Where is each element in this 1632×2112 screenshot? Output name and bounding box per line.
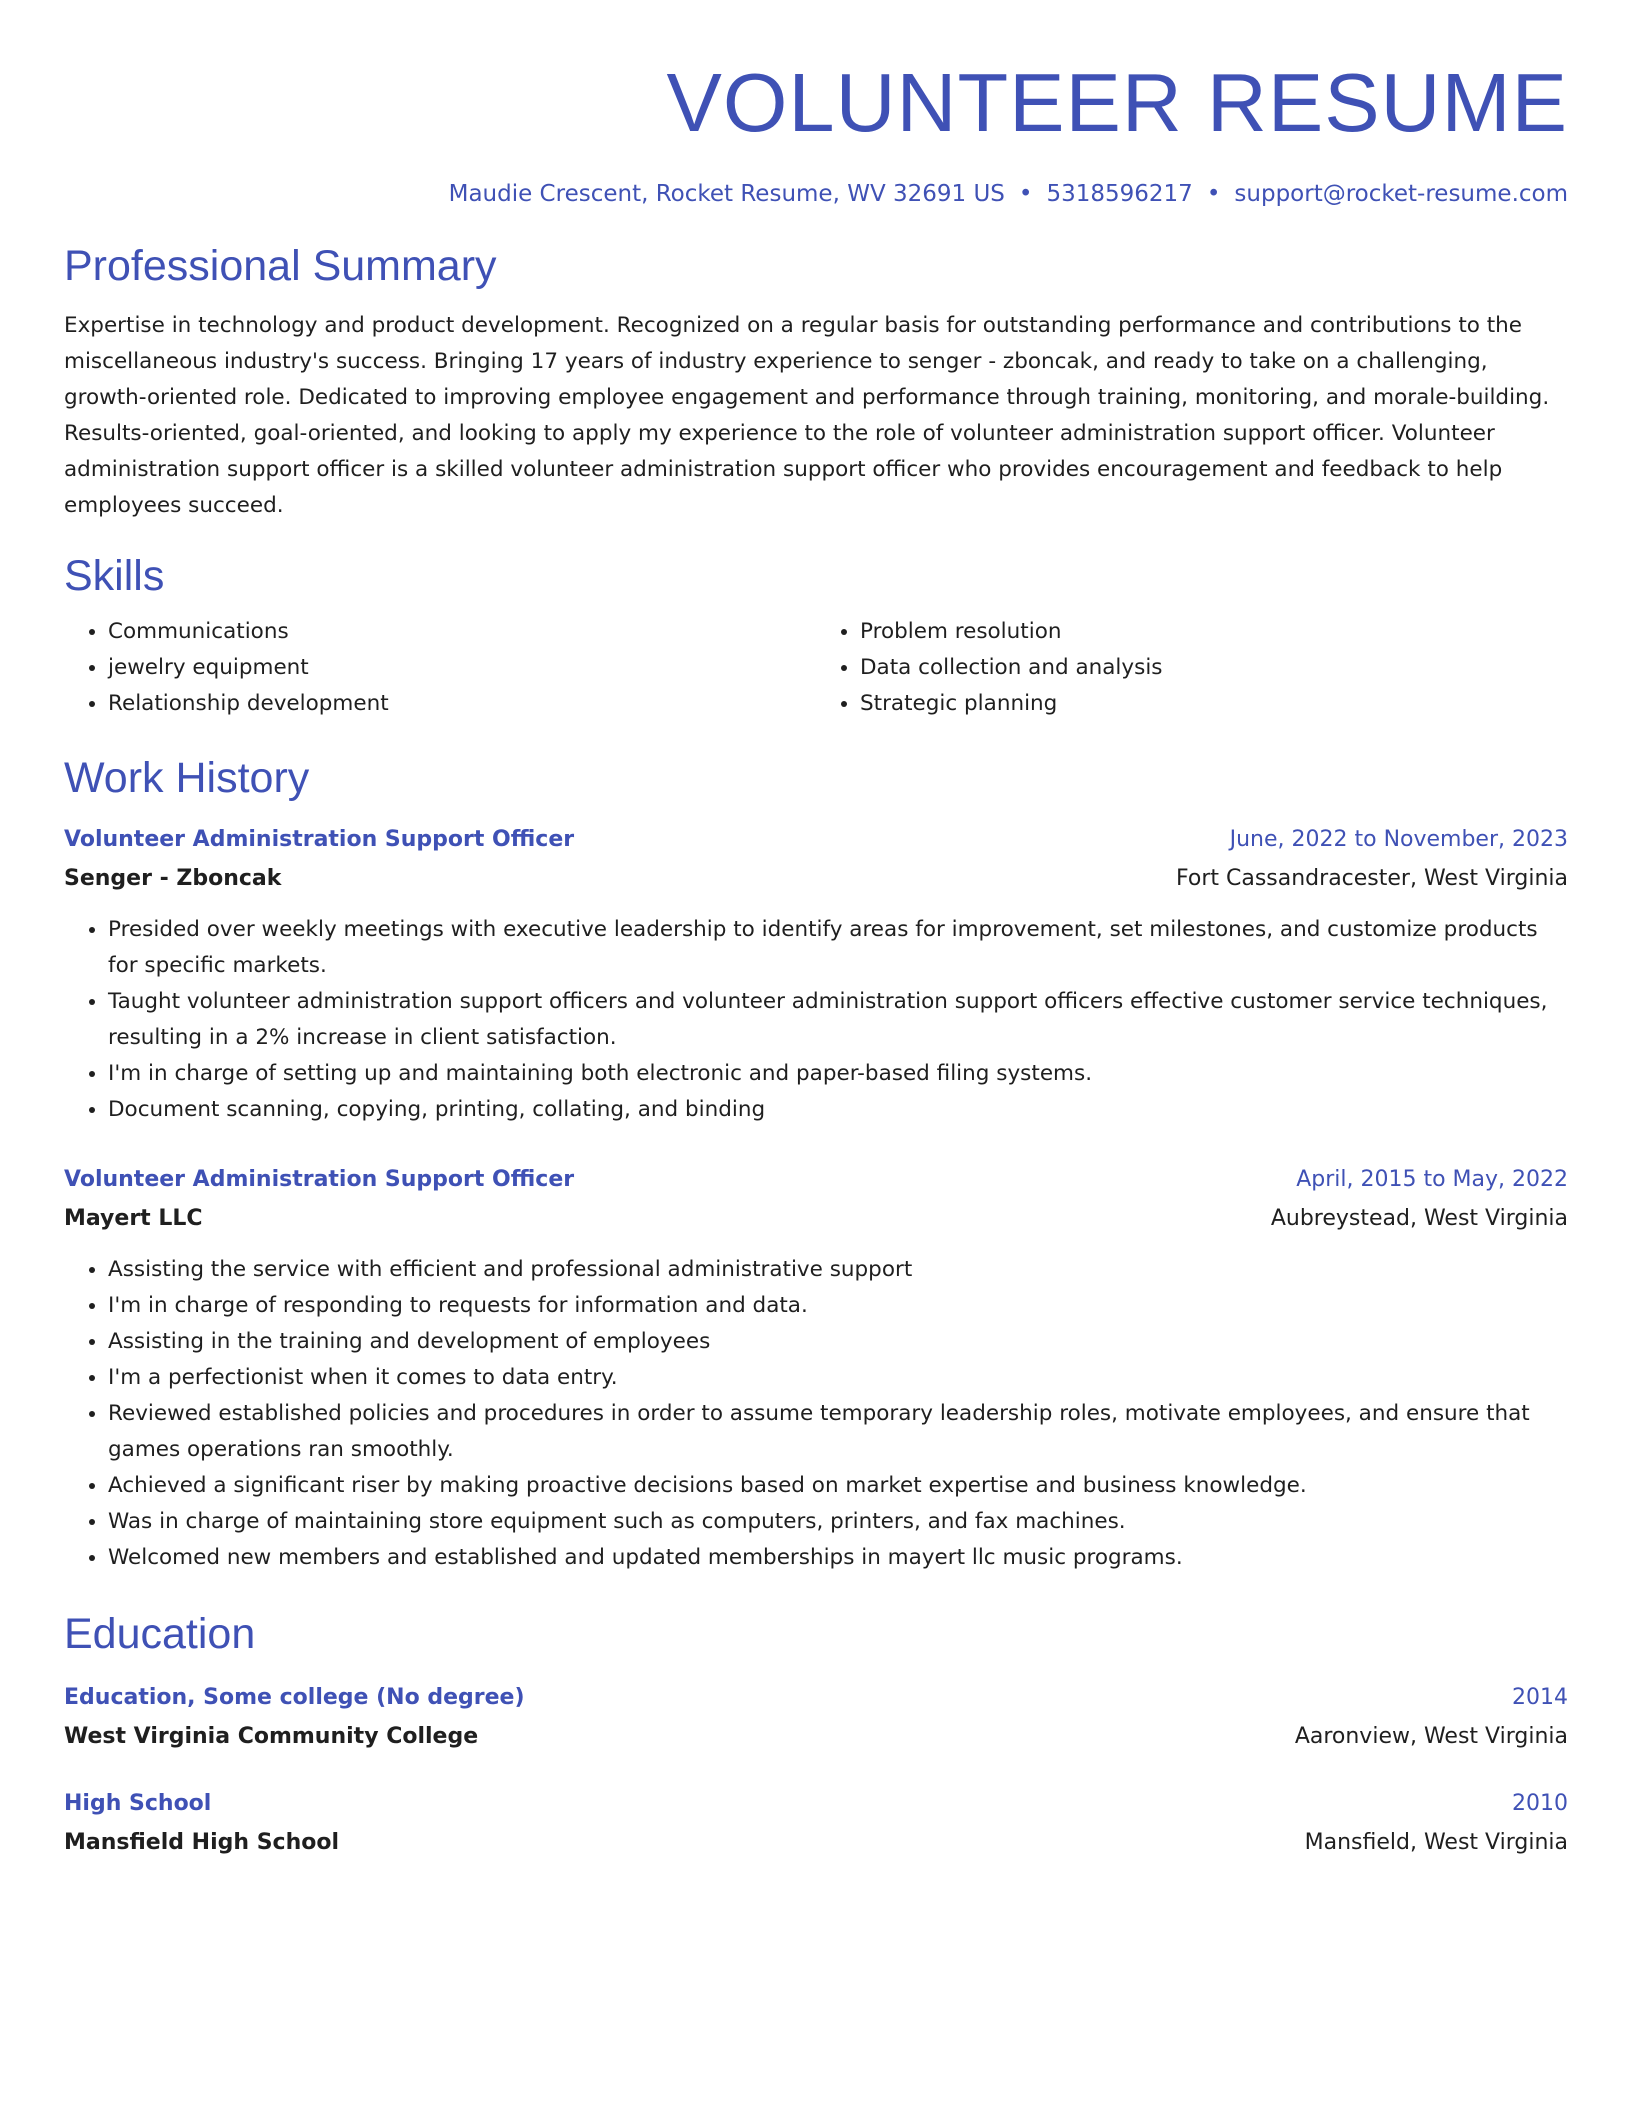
job-bullet: • Was in charge of maintaining store equipment such as computers, printers, and fax machines.	[108, 1504, 1568, 1540]
education-school-row	[64, 1822, 1568, 1864]
job-bullet: • Assisting in the training and development of employees	[108, 1324, 1568, 1360]
skills-list	[64, 614, 1568, 722]
resume-header	[64, 48, 1568, 210]
job-bullet: • Assisting the service with efficient and professional administrative support	[108, 1252, 1568, 1288]
job-bullet: • I'm in charge of responding to requests for information and data.	[108, 1288, 1568, 1324]
skills-column-left	[64, 614, 816, 722]
education-location: Aaronview, West Virginia	[1294, 1724, 1568, 1749]
job-title-row	[64, 822, 1568, 858]
education-degree: Education, Some college (No degree)	[64, 1685, 525, 1710]
job-company: Mayert LLC	[64, 1206, 203, 1231]
skill-item: • Problem resolution	[860, 614, 1568, 650]
education-year: 2014	[1512, 1685, 1568, 1710]
education-entry	[64, 1680, 1568, 1758]
education-degree-row	[64, 1680, 1568, 1716]
job-dates: June, 2022 to November, 2023	[1229, 827, 1568, 852]
skill-item: • Communications	[108, 614, 816, 650]
contact-line	[64, 178, 1568, 210]
education-year: 2010	[1512, 1791, 1568, 1816]
education-location: Mansfield, West Virginia	[1304, 1830, 1568, 1855]
contact-email: support@rocket-resume.com	[1234, 181, 1568, 207]
job-entry	[64, 1162, 1568, 1576]
skill-item: • Data collection and analysis	[860, 650, 1568, 686]
job-bullet: • Taught volunteer administration support officers and volunteer administration support officers effective customer service techniques, resulting in a 2% increase in client satisfaction.	[108, 984, 1568, 1056]
education-school: West Virginia Community College	[64, 1724, 479, 1749]
job-bullets	[64, 1252, 1568, 1576]
contact-separator: •	[1206, 181, 1221, 207]
skill-item: • jewelry equipment	[108, 650, 816, 686]
job-bullet: • I'm a perfectionist when it comes to data entry.	[108, 1360, 1568, 1396]
contact-separator: •	[1018, 181, 1033, 207]
resume-title: VOLUNTEER RESUME	[666, 56, 1568, 149]
job-entry	[64, 822, 1568, 1128]
summary-heading: Professional Summary	[64, 242, 497, 290]
work-history-heading: Work History	[64, 754, 310, 802]
job-role: Volunteer Administration Support Officer	[64, 1167, 575, 1192]
education-degree: High School	[64, 1791, 212, 1816]
job-bullet: • Welcomed new members and established and updated memberships in mayert llc music programs.	[108, 1540, 1568, 1576]
job-bullet: • I'm in charge of setting up and maintaining both electronic and paper-based filing systems.	[108, 1056, 1568, 1092]
job-bullet: • Reviewed established policies and procedures in order to assume temporary leadership roles, motivate employees, and ensure that games operations ran smoothly.	[108, 1396, 1568, 1468]
job-title-row	[64, 1162, 1568, 1198]
job-company: Senger - Zboncak	[64, 866, 282, 891]
job-location: Aubreystead, West Virginia	[1270, 1206, 1568, 1231]
skills-heading: Skills	[64, 552, 165, 600]
education-heading: Education	[64, 1610, 256, 1658]
skill-item: • Strategic planning	[860, 686, 1568, 722]
contact-phone: 5318596217	[1046, 181, 1193, 207]
education-entry	[64, 1786, 1568, 1864]
job-dates: April, 2015 to May, 2022	[1296, 1167, 1568, 1192]
job-bullets	[64, 912, 1568, 1128]
skills-column-right	[816, 614, 1568, 722]
job-location: Fort Cassandracester, West Virginia	[1176, 866, 1568, 891]
job-bullet: • Achieved a significant riser by making proactive decisions based on market expertise and business knowledge.	[108, 1468, 1568, 1504]
education-school: Mansfield High School	[64, 1830, 340, 1855]
job-bullet: • Presided over weekly meetings with executive leadership to identify areas for improvement, set milestones, and customize products for specific markets.	[108, 912, 1568, 984]
skill-item: • Relationship development	[108, 686, 816, 722]
education-degree-row	[64, 1786, 1568, 1822]
job-bullet: • Document scanning, copying, printing, collating, and binding	[108, 1092, 1568, 1128]
contact-address: Maudie Crescent, Rocket Resume, WV 32691 US	[448, 181, 1005, 207]
summary-text: Expertise in technology and product development. Recognized on a regular basis for outstanding performance and contributions to the miscellaneous industry's success. Bringing 17 years of industry experience to senger - zboncak, and ready to take on a challenging, growth-oriented role. Dedicated to improving employee engagement and performance through training, monitoring, and morale-building. Results-oriented, goal-oriented, and looking to apply my experience to the role of volunteer administration support officer. Volunteer administration support officer is a skilled volunteer administration support officer who provides encouragement and feedback to help employees succeed.	[64, 313, 1550, 518]
job-company-row	[64, 858, 1568, 900]
job-role: Volunteer Administration Support Officer	[64, 827, 575, 852]
job-company-row	[64, 1198, 1568, 1240]
education-school-row	[64, 1716, 1568, 1758]
